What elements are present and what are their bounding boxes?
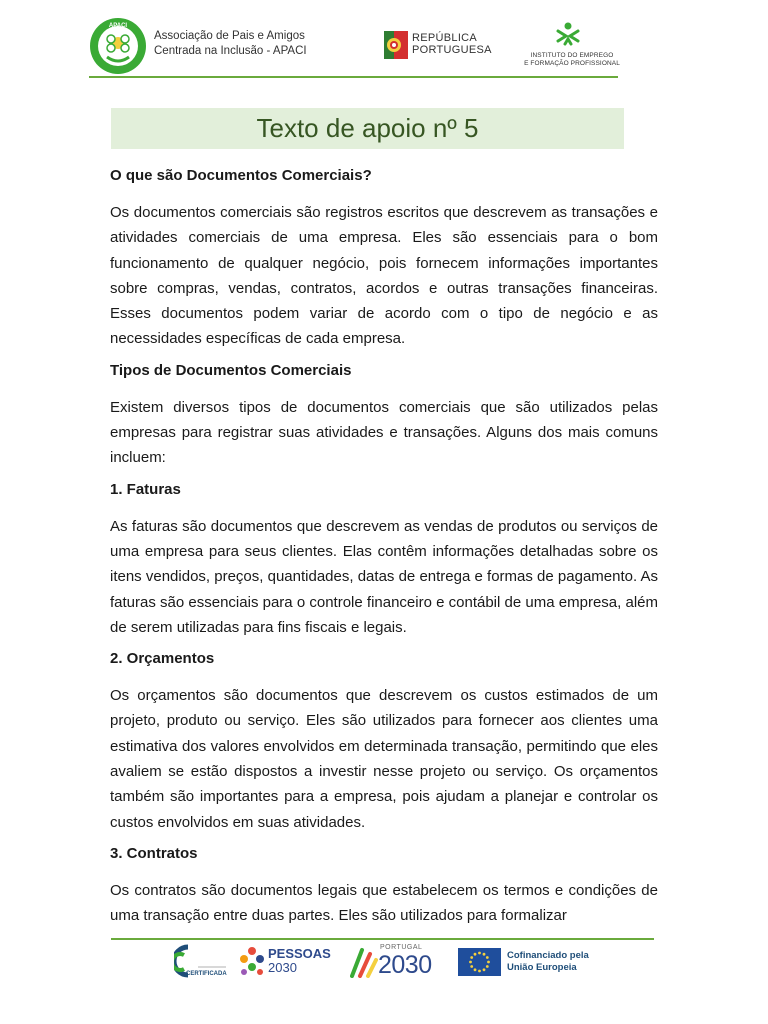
iefp-logo-icon — [553, 22, 583, 48]
section-heading: Tipos de Documentos Comerciais — [110, 361, 352, 379]
pessoas-2030-mark-icon — [238, 945, 266, 977]
apaci-logo-icon — [89, 17, 147, 75]
title-banner — [111, 108, 624, 149]
section-heading: 1. Faturas — [110, 480, 181, 498]
pessoas-2030-name: PESSOAS — [268, 946, 331, 961]
section-paragraph: Os orçamentos são documentos que descrevem os custos estimados de um projeto, produto ou serviço. Eles são utilizados para fornecer aos clientes uma estimativa dos valores envolvidos em determinada transação, permitindo que eles avaliem se estão dispostos a investir nesse projeto ou serviço. Os orçamentos também são importantes para a empresa, pois ajudam a planejar e controlar os custos envolvidos em suas atividades. — [110, 687, 658, 831]
section-heading: 2. Orçamentos — [110, 650, 215, 668]
section-what-are-commercial-documents — [110, 166, 658, 352]
section-heading: 3. Contratos — [110, 844, 198, 862]
eu-flag-icon — [458, 948, 501, 976]
section-paragraph: Os contratos são documentos legais que estabelecem os termos e condições de uma transação entre duas partes. Eles são utilizados para formalizar — [110, 881, 658, 925]
section-heading: O que são Documentos Comerciais? — [110, 167, 372, 184]
section-contracts — [110, 844, 658, 929]
apaci-organization-name — [154, 29, 307, 59]
rp-line1: REPÚBLICA — [412, 32, 478, 44]
eu-line2: União Europeia — [507, 962, 577, 973]
header-divider — [89, 76, 618, 78]
pessoas-2030-year: 2030 — [268, 960, 297, 975]
portugal-2030-year: 2030 — [378, 951, 432, 979]
section-budgets — [110, 649, 658, 835]
section-invoices — [110, 480, 658, 640]
eu-line1: Cofinanciado pela — [507, 950, 589, 961]
republica-portuguesa-emblem-icon — [384, 31, 408, 59]
republica-portuguesa-text — [412, 32, 492, 56]
section-paragraph: Os documentos comerciais são registros escritos que descrevem as transações e atividades comerciais de uma empresa. Eles são essenciais para o bom funcionamento de qualquer negócio, pois fornecem informações importantes sobre compras, vendas, contratos, acordos e outras transações financeiras. Esses documentos podem variar de acordo com o tipo de negócio e as necessidades específicas de cada empresa. — [110, 204, 658, 348]
svg-text:APACI: APACI — [108, 23, 128, 29]
rp-line2: PORTUGUESA — [412, 44, 492, 56]
iefp-line1: INSTITUTO DO EMPREGO — [530, 52, 614, 59]
certified-label: CERTIFICADA — [186, 971, 227, 977]
footer-divider — [111, 938, 654, 940]
eu-cofunding-label — [507, 950, 589, 974]
iefp-name — [522, 52, 622, 68]
section-paragraph: As faturas são documentos que descrevem as vendas de produtos ou serviços de uma empresa para seus clientes. Elas contêm informações detalhadas sobre os itens vendidos, preços, quantidades, datas de entrega e formas de pagamento. As faturas são essenciais para o controle financeiro e contábil de uma empresa, além de serem utilizadas para fins fiscais e legais. — [110, 517, 658, 636]
section-paragraph: Existem diversos tipos de documentos comerciais que são utilizados pelas empresas para registrar suas atividades e transações. Alguns dos mais comuns incluem: — [110, 398, 658, 467]
apaci-name-line2: Centrada na Inclusão - APACI — [154, 45, 307, 57]
page-header — [0, 0, 768, 80]
portugal-2030-mark-icon — [350, 946, 378, 978]
portugal-2030-label: PORTUGAL — [380, 944, 423, 951]
document-body — [110, 166, 658, 938]
iefp-line2: E FORMAÇÃO PROFISSIONAL — [524, 60, 620, 67]
apaci-name-line1: Associação de Pais e Amigos — [154, 30, 305, 42]
section-types-of-documents — [110, 361, 658, 471]
page-title: Texto de apoio nº 5 — [256, 113, 479, 143]
